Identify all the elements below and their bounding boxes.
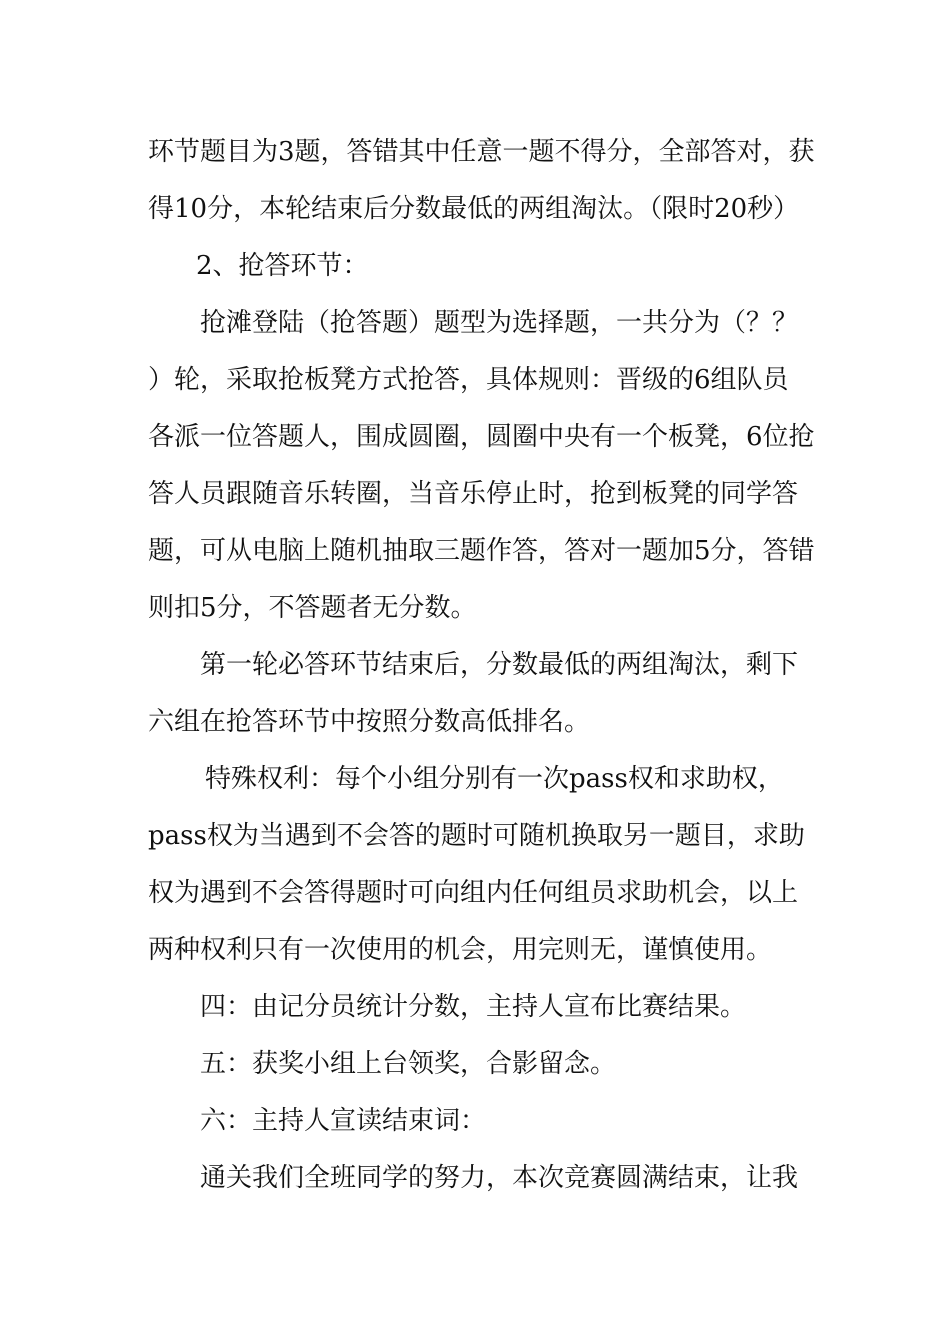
text-line-15: 两种权利只有一次使用的机会，用完则无，谨慎使用。: [148, 935, 773, 965]
section-item-six: 六：主持人宣读结束词：: [200, 1106, 487, 1136]
text-line-19: 通关我们全班同学的努力，本次竞赛圆满结束，让我: [200, 1163, 799, 1193]
text-line-12: 特殊权利：每个小组分别有一次pass权和求助权，: [205, 764, 784, 794]
section-item-five: 五：获奖小组上台领奖，合影留念。: [200, 1049, 617, 1079]
text-line-11: 六组在抢答环节中按照分数高低排名。: [148, 707, 591, 737]
section-item-four: 四：由记分员统计分数，主持人宣布比赛结果。: [200, 992, 747, 1022]
section-heading-qiangda: 2、抢答环节：: [196, 251, 369, 281]
text-line-6: 各派一位答题人，围成圆圈，圆圈中央有一个板凳，6位抢: [148, 422, 815, 452]
text-line-13: pass权为当遇到不会答的题时可随机换取另一题目，求助: [148, 821, 805, 851]
text-line-1: 环节题目为3题，答错其中任意一题不得分，全部答对，获: [148, 137, 815, 167]
text-line-10: 第一轮必答环节结束后，分数最低的两组淘汰，剩下: [200, 650, 799, 680]
text-line-5: ）轮，采取抢板凳方式抢答，具体规则：晋级的6组队员: [148, 365, 789, 395]
text-line-8: 题，可从电脑上随机抽取三题作答，答对一题加5分，答错: [148, 536, 815, 566]
text-line-14: 权为遇到不会答得题时可向组内任何组员求助机会，以上: [148, 878, 799, 908]
text-line-4: 抢滩登陆（抢答题）题型为选择题，一共分为（？？: [200, 308, 799, 338]
text-line-7: 答人员跟随音乐转圈，当音乐停止时，抢到板凳的同学答: [148, 479, 799, 509]
text-line-9: 则扣5分，不答题者无分数。: [148, 593, 477, 623]
text-line-2: 得10分，本轮结束后分数最低的两组淘汰。（限时20秒）: [148, 194, 800, 224]
